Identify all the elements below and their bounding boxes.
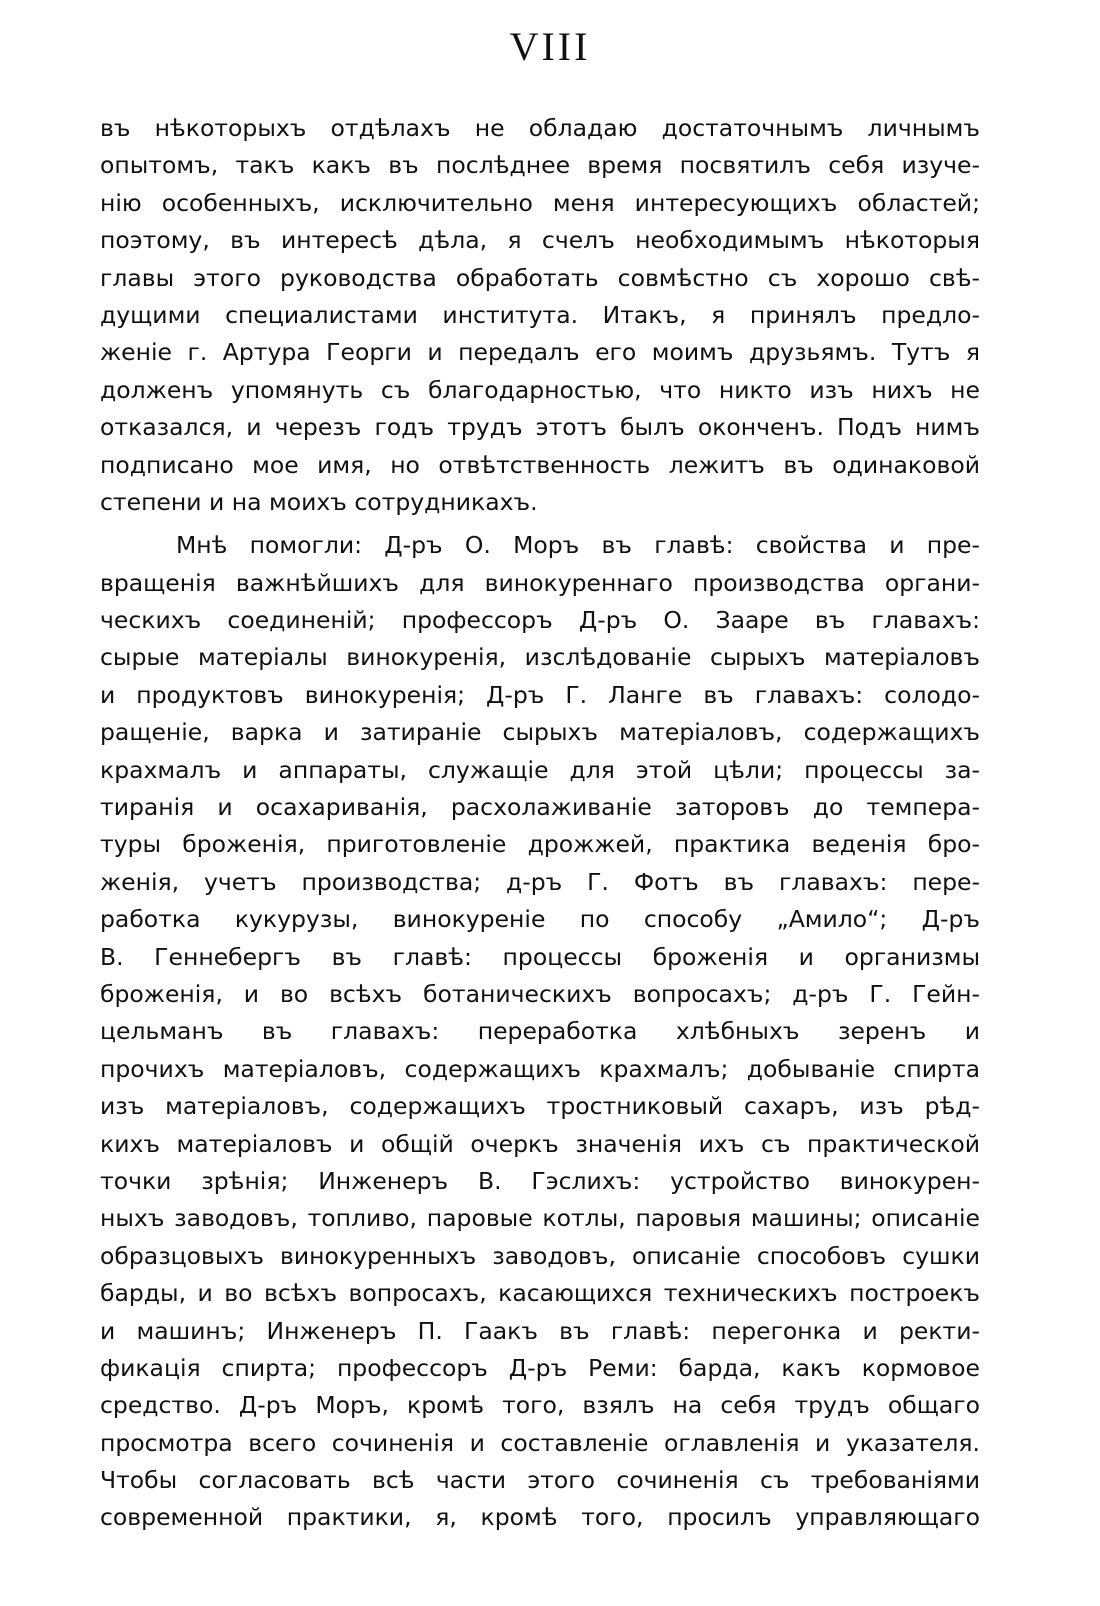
text-line: тиранія и осахариванія, расхолаживаніе заторовъ до темпера- bbox=[100, 793, 980, 822]
text-line: нію особенныхъ, исключительно меня интересующихъ областей; bbox=[100, 188, 980, 217]
text-line: Мнѣ помогли: Д-ръ О. Моръ въ главѣ: свойства и пре- bbox=[176, 531, 980, 560]
text-line: броженія, и во всѣхъ ботаническихъ вопросахъ; д-ръ Г. Гейн- bbox=[100, 979, 980, 1008]
page-number: VIII bbox=[509, 24, 591, 69]
text-line: подписано мое имя, но отвѣтственность лежитъ въ одинаковой bbox=[100, 450, 980, 479]
text-line: сырые матеріалы винокуренія, изслѣдованіе сырыхъ матеріаловъ bbox=[100, 643, 980, 672]
text-line: вращенія важнѣйшихъ для винокуреннаго производства органи- bbox=[100, 568, 980, 597]
paragraph bbox=[100, 110, 980, 521]
text-line: дущими специалистами института. Итакъ, я принялъ предло- bbox=[100, 300, 980, 329]
text-line: точки зрѣнія; Инженеръ В. Гэслихъ: устройство винокурен- bbox=[100, 1166, 980, 1195]
text-line: женія, учетъ производства; д-ръ Г. Фотъ въ главахъ: пере- bbox=[100, 867, 980, 896]
text-line: изъ матеріаловъ, содержащихъ тростниковый сахаръ, изъ рѣд- bbox=[100, 1092, 980, 1121]
text-line: прочихъ матеріаловъ, содержащихъ крахмалъ; добываніе спирта bbox=[100, 1054, 980, 1083]
text-line: кихъ матеріаловъ и общій очеркъ значенія ихъ съ практической bbox=[100, 1129, 980, 1158]
text-line: опытомъ, такъ какъ въ послѣднее время посвятилъ себя изуче- bbox=[100, 151, 980, 180]
text-line: ныхъ заводовъ, топливо, паровые котлы, паровыя машины; описаніе bbox=[100, 1204, 980, 1233]
text-line: просмотра всего сочиненія и составленіе оглавленія и указателя. bbox=[100, 1428, 980, 1457]
text-line: долженъ упомянуть съ благодарностью, что никто изъ нихъ не bbox=[100, 375, 980, 404]
text-line: степени и на моихъ сотрудникахъ. bbox=[100, 487, 538, 516]
text-line: ческихъ соединеній; профессоръ Д-ръ О. Зааре въ главахъ: bbox=[100, 606, 980, 635]
text-line: фикація спирта; профессоръ Д-ръ Реми: барда, какъ кормовое bbox=[100, 1353, 980, 1382]
text-line: ращеніе, варка и затираніе сырыхъ матеріаловъ, содержащихъ bbox=[100, 718, 980, 747]
text-line: крахмалъ и аппараты, служащіе для этой цѣли; процессы за- bbox=[100, 755, 980, 784]
text-line: современной практики, я, кромѣ того, просилъ управляющаго bbox=[100, 1503, 980, 1532]
text-line: В. Геннебергъ въ главѣ: процессы броженія и организмы bbox=[100, 942, 980, 971]
text-line: образцовыхъ винокуренныхъ заводовъ, описаніе способовъ сушки bbox=[100, 1241, 980, 1270]
text-body bbox=[100, 110, 980, 1537]
text-line: въ нѣкоторыхъ отдѣлахъ не обладаю достаточнымъ личнымъ bbox=[100, 114, 980, 142]
text-line: главы этого руководства обработать совмѣстно съ хорошо свѣ- bbox=[100, 263, 980, 292]
text-line: работка кукурузы, винокуреніе по способу „Амило“; Д-ръ bbox=[100, 905, 980, 934]
text-line: и продуктовъ винокуренія; Д-ръ Г. Ланге въ главахъ: солодо- bbox=[100, 680, 980, 709]
text-line: женіе г. Артура Георги и передалъ его моимъ друзьямъ. Тутъ я bbox=[100, 338, 980, 367]
text-line: барды, и во всѣхъ вопросахъ, касающихся техническихъ построекъ bbox=[100, 1279, 980, 1308]
text-line: Чтобы согласовать всѣ части этого сочиненія съ требованіями bbox=[100, 1466, 980, 1495]
text-line: средство. Д-ръ Моръ, кромѣ того, взялъ на себя трудъ общаго bbox=[100, 1391, 980, 1420]
text-line: цельманъ въ главахъ: переработка хлѣбныхъ зеренъ и bbox=[100, 1017, 980, 1046]
text-line: и машинъ; Инженеръ П. Гаакъ въ главѣ: перегонка и ректи- bbox=[100, 1316, 980, 1345]
text-line: отказался, и черезъ годъ трудъ этотъ былъ оконченъ. Подъ нимъ bbox=[100, 413, 980, 442]
text-line: поэтому, въ интересѣ дѣла, я счелъ необходимымъ нѣкоторыя bbox=[100, 226, 980, 255]
paragraph bbox=[100, 527, 980, 1537]
text-line: туры броженія, приготовленіе дрожжей, практика веденія бро- bbox=[100, 830, 980, 859]
